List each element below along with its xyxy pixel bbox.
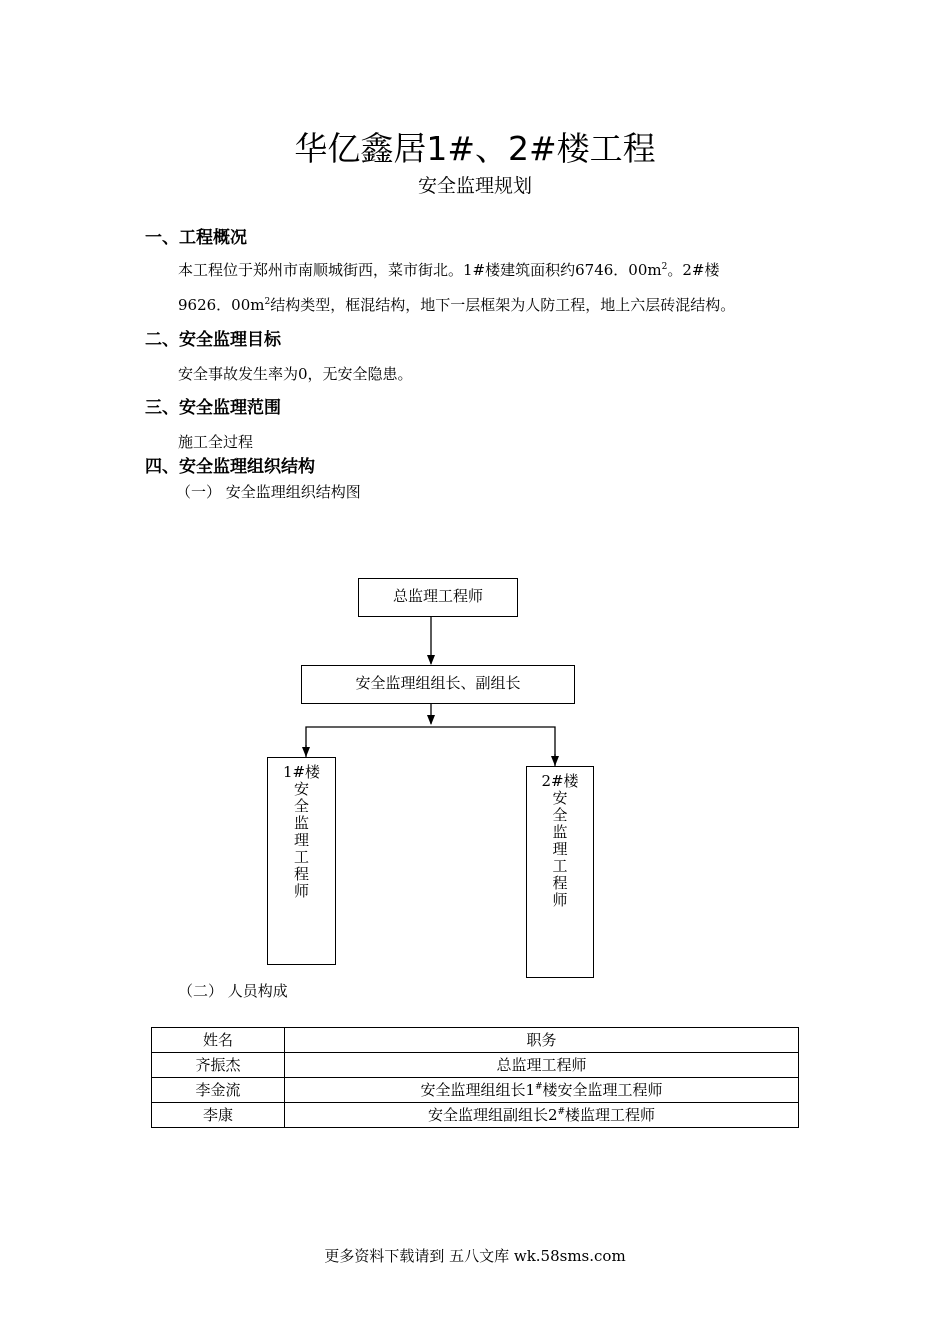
subsection-staff-title: （二） 人员构成 <box>178 982 288 1000</box>
org-box-building-1-char: 程 <box>293 865 309 883</box>
section-1-text-d: 结构类型，框混结构，地下一层框架为人防工程，地上六层砖混结构。 <box>270 296 736 314</box>
org-box-building-2-char: 全 <box>552 806 568 824</box>
staff-name: 李金流 <box>152 1078 285 1103</box>
org-box-team-leaders <box>301 665 575 704</box>
connector-branch <box>306 727 555 766</box>
org-box-building-1-head: 1#楼 <box>282 763 321 781</box>
staff-role-text-b: 楼安全监理工程师 <box>542 1081 663 1099</box>
org-box-building-1-char: 全 <box>293 797 309 815</box>
staff-role <box>285 1103 799 1128</box>
document-subtitle: 安全监理规划 <box>417 175 532 197</box>
section-3-body: 施工全过程 <box>178 433 254 451</box>
org-box-building-2-head: 2#楼 <box>541 772 579 790</box>
staff-name: 李康 <box>152 1103 285 1128</box>
staff-role-text-b: 楼监理工程师 <box>565 1106 656 1124</box>
table-row <box>152 1053 799 1078</box>
org-box-building-2-engineer <box>526 766 594 978</box>
org-box-building-1-char: 理 <box>293 831 309 849</box>
staff-role-text: 安全监理组副组长2 <box>427 1106 558 1124</box>
superscript-2: 2 <box>264 297 271 307</box>
section-2-body: 安全事故发生率为0，无安全隐患。 <box>178 365 413 383</box>
org-box-building-2-char: 程 <box>552 874 568 892</box>
org-box-building-2-char: 工 <box>552 857 568 875</box>
section-3-heading: 三、安全监理范围 <box>145 398 281 418</box>
org-box-building-1-char: 师 <box>293 882 309 900</box>
staff-role <box>285 1078 799 1103</box>
staff-header-role: 职务 <box>285 1028 799 1053</box>
section-4-heading: 四、安全监理组织结构 <box>145 457 315 477</box>
staff-name: 齐振杰 <box>152 1053 285 1078</box>
section-1-text-b: 。2#楼 <box>667 261 720 279</box>
staff-role <box>285 1053 799 1078</box>
org-box-building-1-char: 监 <box>293 814 309 832</box>
staff-role-sup: # <box>557 1107 566 1117</box>
staff-role-sup: # <box>534 1082 543 1092</box>
footer-download-link[interactable]: 更多资料下载请到 五八文库 wk.58sms.com <box>324 1247 626 1265</box>
subsection-org-chart-title: （一） 安全监理组织结构图 <box>176 483 361 501</box>
table-row <box>152 1078 799 1103</box>
staff-table <box>151 1027 799 1128</box>
staff-role-text: 安全监理组组长1 <box>420 1081 535 1099</box>
document-title: 华亿鑫居1#、2#楼工程 <box>294 129 656 168</box>
org-box-building-1-engineer <box>267 757 336 965</box>
org-box-building-1-label <box>283 764 320 964</box>
section-1-text-a: 本工程位于郑州市南顺城街西，菜市街北。1#楼建筑面积约6746．00m <box>178 261 662 279</box>
org-box-building-2-char: 安 <box>552 789 568 807</box>
org-box-building-2-char: 理 <box>552 840 568 858</box>
section-2-heading: 二、安全监理目标 <box>145 330 281 350</box>
staff-role-text: 总监理工程师 <box>496 1056 587 1074</box>
org-box-building-1-char: 安 <box>293 780 309 798</box>
org-box-chief-supervisor-label: 总监理工程师 <box>392 587 483 605</box>
org-box-chief-supervisor <box>358 578 518 617</box>
section-1-text-c: 9626．00m <box>178 296 265 314</box>
org-box-building-2-char: 监 <box>552 823 568 841</box>
org-box-building-2-label <box>541 773 578 977</box>
staff-header-name: 姓名 <box>152 1028 285 1053</box>
staff-table-header-row <box>152 1028 799 1053</box>
org-box-building-1-char: 工 <box>293 848 309 866</box>
section-1-heading: 一、工程概况 <box>145 228 247 248</box>
superscript-2: 2 <box>661 262 668 272</box>
org-box-building-2-char: 师 <box>552 891 568 909</box>
org-box-team-leaders-label: 安全监理组组长、副组长 <box>355 674 521 692</box>
table-row <box>152 1103 799 1128</box>
